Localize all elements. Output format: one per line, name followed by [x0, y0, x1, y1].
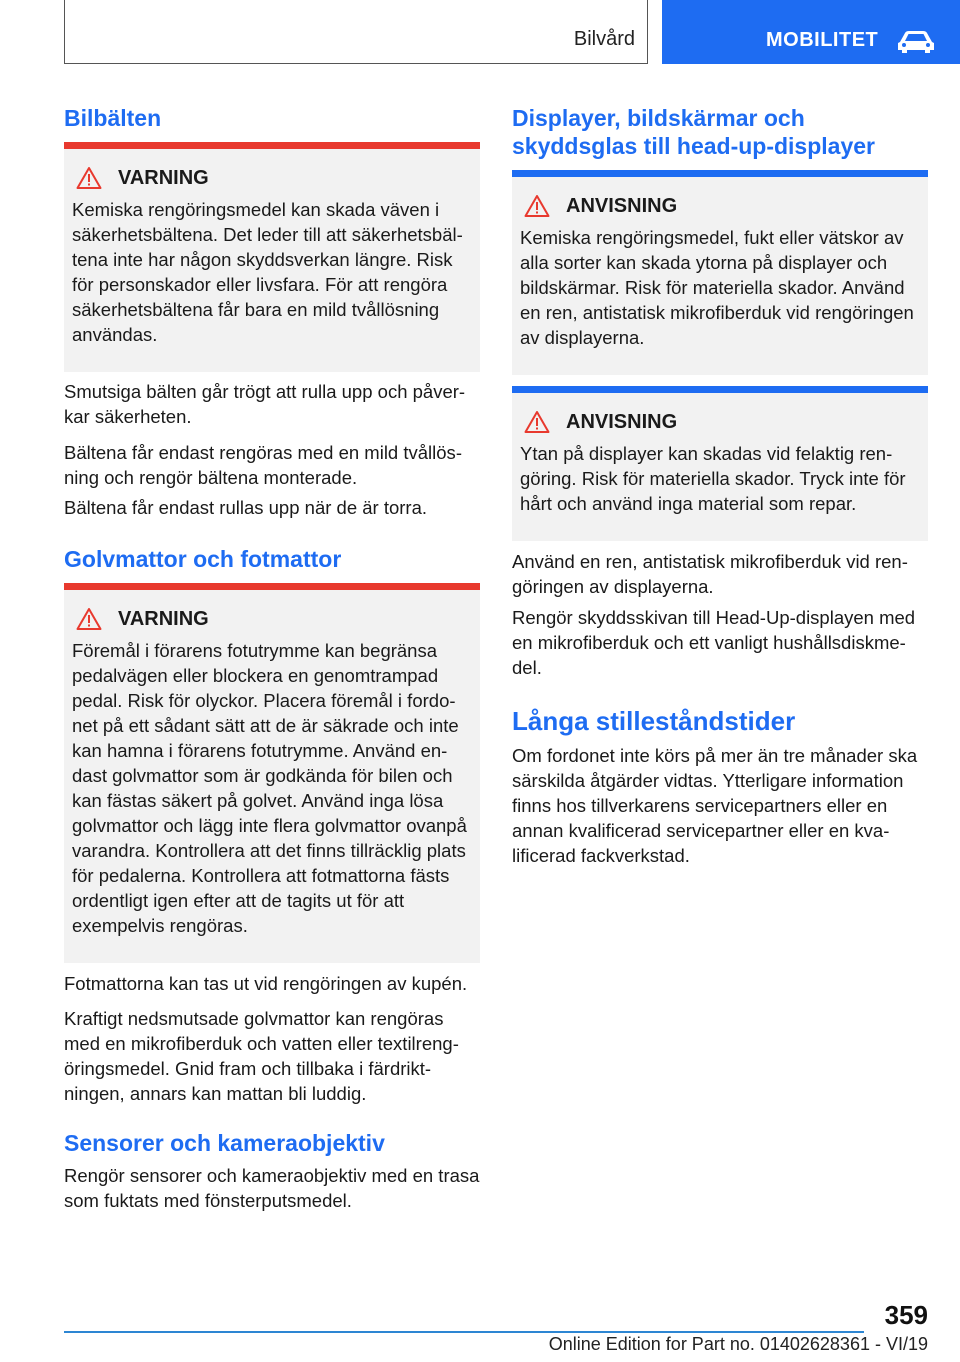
warning-text: Kemiska rengöringsmedel kan skada väven i säkerhetsbältena. Det leder till att säkerhetsbältena inte har någon skyddsverkan längre. Risk för personskador eller livsfara. För att rengöra säkerhetsbältena får bara en mild tvållösning användas.: [72, 199, 463, 345]
heading-sensorer: Sensorer och kameraobjektiv: [64, 1130, 385, 1156]
heading-displayer: Displayer, bildskärmar och skyddsglas till head-up-displayer: [512, 105, 875, 159]
paragraph: Bältena får endast rullas upp när de är torra.: [64, 497, 428, 518]
notice-title: [520, 409, 920, 435]
warning-triangle-icon: [76, 607, 102, 631]
heading-golvmattor: Golvmattor och fotmattor: [64, 546, 342, 572]
paragraph: Bältena får endast rengöras med en mild tvållösning och rengör bältena monterade.: [64, 442, 462, 488]
paragraph: Om fordonet inte körs på mer än tre månader ska särskilda åtgärder vidtas. Ytterligare information finns hos tillverkarens servicepartners eller en annan kvalificerad servicepartner eller en kvalificerad fackverkstad.: [512, 745, 918, 866]
notice-title: [520, 193, 920, 219]
warning-triangle-icon: [524, 410, 550, 434]
page-number: 359: [884, 1300, 928, 1330]
paragraph: Rengör sensorer och kameraobjektiv med en trasa som fuktats med fönsterputsmedel.: [64, 1165, 480, 1211]
chapter-tab-label: MOBILITET: [766, 29, 879, 51]
warning-text: Föremål i förarens fotutrymme kan begränsa pedalvägen eller blockera en genomtrampad pedal. Risk för olyckor. Placera föremål i fordonet på ett sådant sätt att de är säkrade och inte kan hamna i förarens fotutrymme. Använd endast golvmattor som är godkända för bilen och kan fästas säkert på golvet. Använd inga lösa golvmattor och lägg inte flera golvmattor ovanpå varandra. Kontrollera att det finns tillräcklig plats för pedalerna. Kontrollera att fotmattorna fästs ordentligt igen efter att de tagits ut för att exempelvis rengöras.: [72, 640, 467, 936]
warning-label: VARNING: [118, 166, 209, 189]
notice-box: [512, 386, 928, 541]
warning-triangle-icon: [524, 194, 550, 218]
header-section-box: [64, 0, 648, 64]
paragraph: Smutsiga bälten går trögt att rulla upp och påverkar säkerheten.: [64, 381, 466, 427]
notice-label: ANVISNING: [566, 410, 678, 433]
heading-bilbalten: Bilbälten: [64, 105, 162, 131]
warning-label: VARNING: [118, 607, 209, 630]
warning-box: [64, 142, 480, 372]
paragraph: Kraftigt nedsmutsade golvmattor kan rengöras med en mikrofiberduk och vatten eller textilrengöringsmedel. Gnid fram och tillbaka i färdriktningen, annars kan mattan bli luddig.: [64, 1008, 459, 1104]
warning-box: [64, 583, 480, 963]
footer-divider: [64, 1331, 864, 1333]
heading-stillestandstider: Långa stilleståndstider: [512, 706, 796, 736]
notice-box: [512, 170, 928, 375]
footer-edition: Online Edition for Part no. 01402628361 - VI/19: [548, 1334, 928, 1354]
warning-title: [72, 165, 472, 191]
paragraph: Fotmattorna kan tas ut vid rengöringen av kupén.: [64, 973, 468, 994]
paragraph: Använd en ren, antistatisk mikrofiberduk vid rengöringen av displayerna.: [512, 551, 908, 597]
notice-text: Ytan på displayer kan skadas vid felaktig rengöring. Risk för materiella skador. Tryck inte för hårt och använd inga material som repar.: [520, 443, 906, 514]
chapter-tab[interactable]: [662, 0, 960, 64]
paragraph: Rengör skyddsskivan till Head-Up-displayen med en mikrofiberduk och ett vanligt hushållsdiskmedel.: [512, 607, 916, 678]
warning-title: [72, 606, 472, 632]
section-title: Bilvård: [573, 28, 635, 50]
notice-label: ANVISNING: [566, 194, 678, 217]
car-icon: [896, 29, 936, 55]
warning-triangle-icon: [76, 166, 102, 190]
notice-text: Kemiska rengöringsmedel, fukt eller vätskor av alla sorter kan skada ytorna på displayer och bildskärmar. Risk för materiella skador. Använd en ren, antistatisk mikrofiberduk vid rengöringen av displayerna.: [520, 227, 914, 348]
